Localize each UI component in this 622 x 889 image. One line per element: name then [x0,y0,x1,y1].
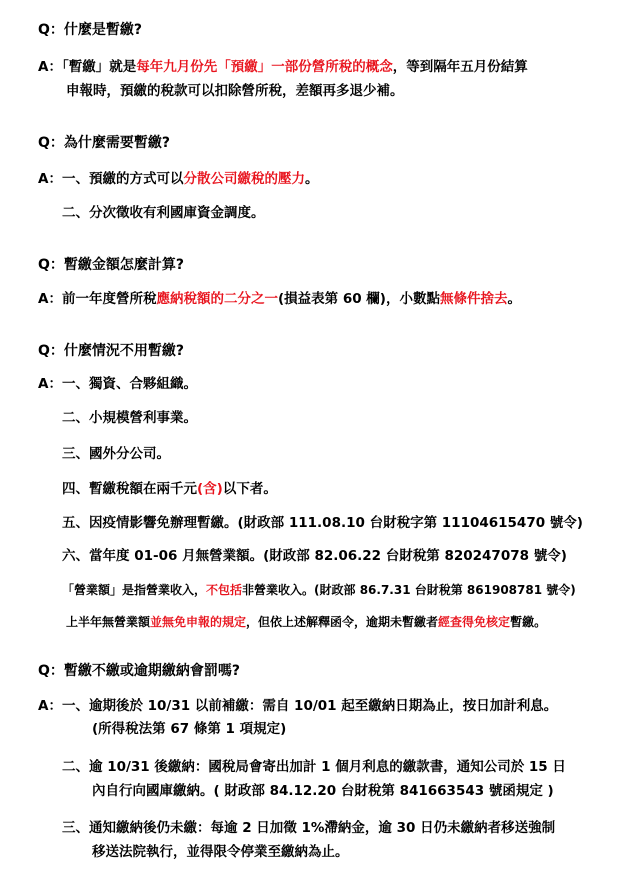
q1-answer-line-1 [38,57,528,77]
q4-item-1: A：一、獨資、合夥組織。 [38,376,197,392]
q1-answer-text: A：「暫繳」就是 [38,59,137,75]
q4-item-3: 三、國外分公司。 [62,446,170,462]
q1-answer-highlight: 每年九月份先「預繳」一部份營所稅的概念 [136,59,393,75]
q3-answer-text: (損益表第 60 欄)，小數點 [277,291,440,307]
q3-answer-text: A：前一年度營所稅 [38,291,157,307]
q4-item-2: 二、小規模營利事業。 [62,410,197,426]
q1-answer-text: ，等到隔年五月份結算 [392,59,528,75]
q4-note-1-text: 「營業額」是指營業收入， [62,583,207,597]
q3-answer [38,289,521,309]
q2-answer-text: A：一、預繳的方式可以 [38,171,184,187]
q2-question: Q：為什麼需要暫繳? [38,135,171,151]
q3-question: Q：暫繳金額怎麼計算? [38,257,185,273]
q4-item-5: 五、因疫情影響免辦理暫繳。(財政部 111.08.10 台財稅字第 11104615470 號令) [62,515,583,531]
q4-item-4-text: 以下者。 [222,481,277,497]
q4-note-1-text: 非營業收入。(財政部 86.7.31 台財稅第 861908781 號令) [242,583,576,597]
q4-item-4-text: 四、暫繳稅額在兩千元 [62,481,197,497]
q4-item-4-highlight: (含) [197,481,223,497]
q4-item-6: 六、當年度 01-06 月無營業額。(財政部 82.06.22 台財稅第 820247078 號令) [62,548,567,564]
q3-answer-text: 。 [507,291,521,307]
q2-answer-text: 。 [304,171,319,187]
q1-answer-line-2: 申報時，預繳的稅款可以扣除營所稅，差額再多退少補。 [66,83,404,99]
q5-item-3-line-2: 移送法院執行，並得限令停業至繳納為止。 [92,844,349,860]
q4-item-4 [62,479,277,499]
q5-question: Q：暫繳不繳或逾期繳納會罰嗎? [38,663,241,679]
q4-note-2-text: ，但依上述解釋函令，逾期未暫繳者 [246,615,439,629]
q5-item-1-line-2: (所得稅法第 67 條第 1 項規定) [92,721,287,737]
q5-item-3-line-1: 三、通知繳納後仍未繳：每逾 2 日加徵 1%滯納金，逾 30 日仍未繳納者移送強制 [62,820,556,836]
q3-answer-highlight: 應納稅額的二分之一 [156,291,278,307]
q4-note-2 [66,612,546,632]
q2-answer-item-1 [38,169,318,189]
q4-question: Q：什麼情況不用暫繳? [38,343,185,359]
q4-note-2-highlight: 經查得免核定 [438,615,511,629]
q2-answer-highlight: 分散公司繳稅的壓力 [183,171,305,187]
q4-note-1-highlight: 不包括 [206,583,243,597]
q5-item-2-line-1: 二、逾 10/31 後繳納：國稅局會寄出加計 1 個月利息的繳款書，通知公司於 15 日 [62,759,566,775]
q4-note-2-highlight: 並無免申報的規定 [150,615,247,629]
q5-item-2-line-2: 內自行向國庫繳納。( 財政部 84.12.20 台財稅第 841663543 號函規定 ) [92,783,554,799]
q2-answer-item-2: 二、分次徵收有利國庫資金調度。 [62,205,265,221]
q4-note-2-text: 暫繳。 [510,615,547,629]
q1-question: Q：什麼是暫繳? [38,22,143,38]
q4-note-2-text: 上半年無營業額 [66,615,151,629]
q3-answer-highlight: 無條件捨去 [439,291,508,307]
q4-note-1 [62,580,576,600]
q5-item-1-line-1: A：一、逾期後於 10/31 以前補繳：需自 10/01 起至繳納日期為止，按日加計利息。 [38,698,558,714]
